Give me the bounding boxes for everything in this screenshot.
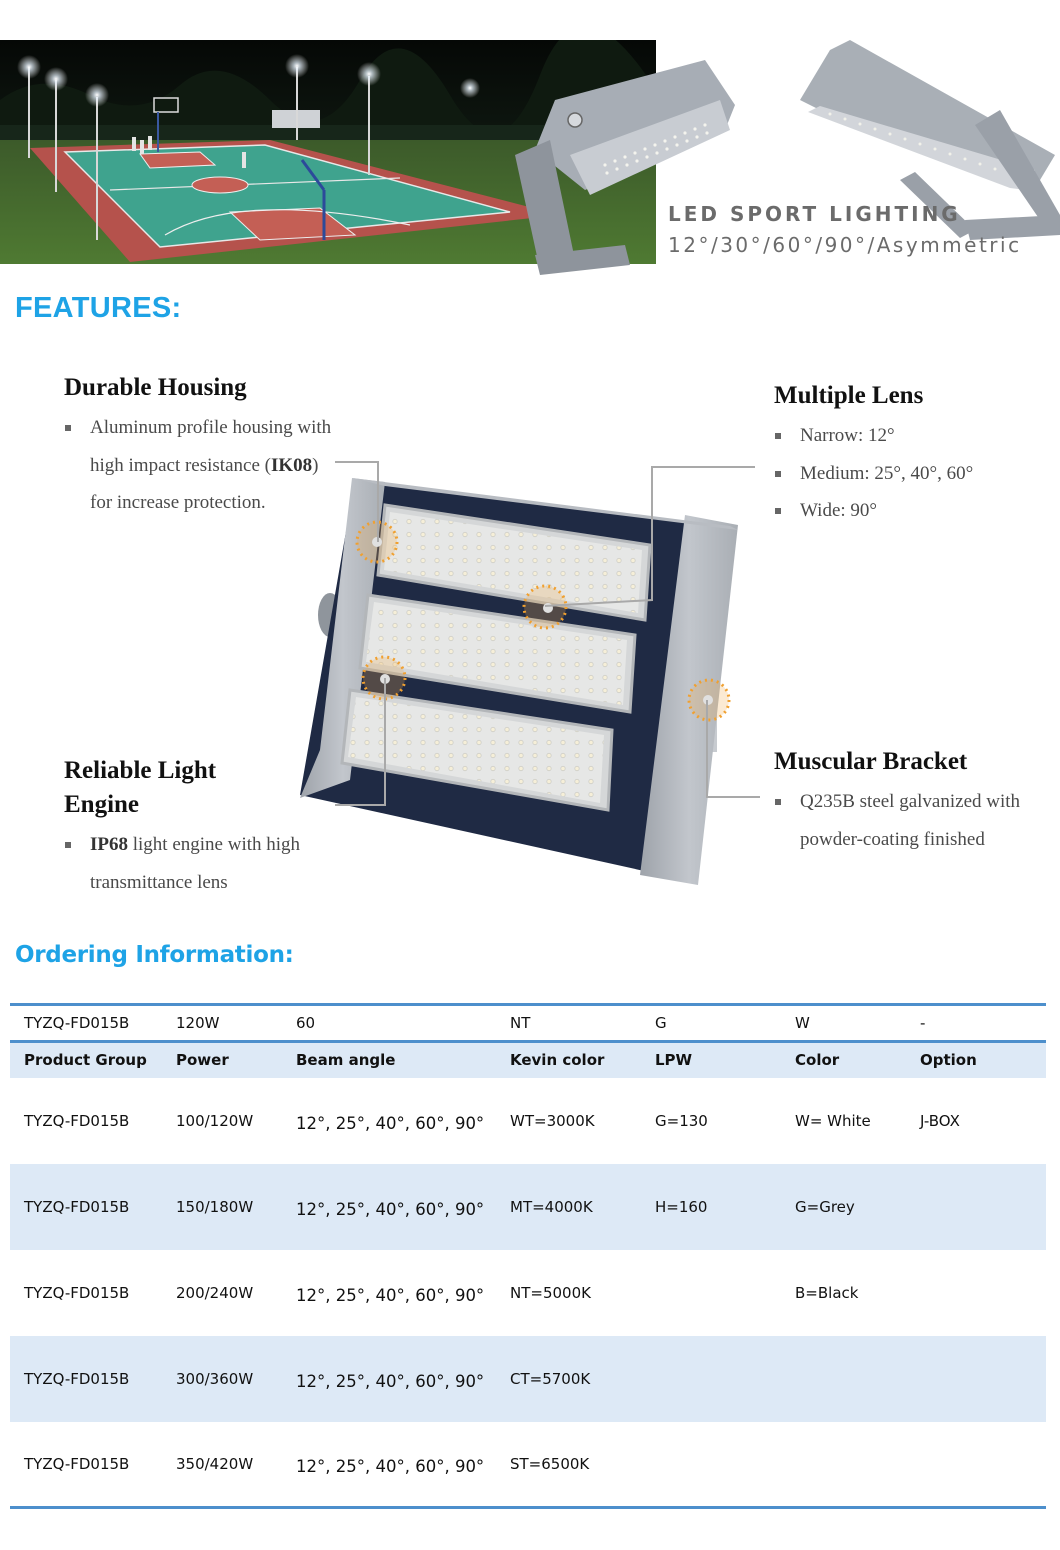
example-beam-angle: 60 (282, 1005, 496, 1042)
feature-title: Muscular Bracket (774, 748, 968, 775)
cell-lpw: H=160 (641, 1164, 781, 1250)
feature-bullet: IP68 light engine with high transmittance lens (64, 826, 344, 901)
banner-subtitle: 12°/30°/60°/90°/Asymmetric (668, 233, 1022, 257)
column-header: Beam angle (282, 1042, 496, 1078)
cell-color: W= White (795, 1111, 871, 1130)
cell-power: 150/180W (162, 1164, 282, 1250)
feature-bullet: Narrow: 12° (774, 417, 1054, 455)
cell-power: 300/360W (162, 1336, 282, 1422)
column-header: Option (906, 1042, 1046, 1078)
feature-bullet: Aluminum profile housing with high impact resistance (IK08) for increase protection. (64, 409, 344, 522)
column-header: Power (162, 1042, 282, 1078)
cell-color: G=Grey (781, 1164, 906, 1250)
feature-bullets (64, 826, 344, 901)
cell-product-group: TYZQ-FD015B (10, 1164, 162, 1250)
table-header-row (10, 1042, 1046, 1078)
cell-beam-angle: 12°, 25°, 40°, 60°, 90° (296, 1114, 485, 1133)
feature-bullet: Medium: 25°, 40°, 60° (774, 455, 1054, 493)
cell-kelvin: NT=5000K (510, 1283, 591, 1302)
cell-power: 100/120W (176, 1111, 254, 1130)
feature-title: Multiple Lens (774, 382, 924, 409)
cell-beam-angle: 12°, 25°, 40°, 60°, 90° (282, 1336, 496, 1422)
cell-lpw: G=130 (655, 1111, 708, 1130)
table-row (10, 1336, 1046, 1422)
cell-color (781, 1422, 906, 1508)
square-bullet-icon (775, 433, 781, 439)
square-bullet-icon (775, 799, 781, 805)
cell-kelvin: CT=5700K (496, 1336, 641, 1422)
banner-title: LED SPORT LIGHTING (668, 202, 961, 226)
feature-bullets (64, 409, 344, 522)
cell-kelvin: ST=6500K (496, 1422, 641, 1508)
example-kelvin: NT (496, 1005, 641, 1042)
example-power: 120W (162, 1005, 282, 1042)
feature-title: Reliable Light Engine (64, 757, 217, 818)
features-heading: FEATURES: (15, 292, 182, 324)
rating-ik08: IK08 (270, 454, 313, 476)
square-bullet-icon (65, 425, 71, 431)
rating-ip68: IP68 (90, 834, 128, 855)
hero-banner (0, 40, 1060, 264)
feature-bullets (774, 417, 1054, 530)
ordering-table (10, 1003, 1046, 1509)
cell-product-group: TYZQ-FD015B (24, 1111, 130, 1130)
cell-power: 350/420W (162, 1422, 282, 1508)
example-code-row (10, 1005, 1046, 1042)
cell-option (906, 1336, 1046, 1422)
feature-multiple-lens (774, 379, 1054, 530)
cell-option (906, 1164, 1046, 1250)
column-header: Kevin color (496, 1042, 641, 1078)
cell-kelvin: MT=4000K (496, 1164, 641, 1250)
cell-option: J-BOX (920, 1111, 960, 1130)
column-header: Color (781, 1042, 906, 1078)
example-lpw: G (641, 1005, 781, 1042)
table-row (10, 1250, 1046, 1336)
table-row (10, 1422, 1046, 1508)
feature-bullet: Wide: 90° (774, 492, 1054, 530)
column-header: Product Group (10, 1042, 162, 1078)
square-bullet-icon (65, 842, 71, 848)
table-row (10, 1078, 1046, 1164)
cell-color: B=Black (795, 1283, 859, 1302)
cell-beam-angle: 12°, 25°, 40°, 60°, 90° (282, 1164, 496, 1250)
square-bullet-icon (775, 508, 781, 514)
cell-beam-angle: 12°, 25°, 40°, 60°, 90° (296, 1286, 485, 1305)
example-product-group: TYZQ-FD015B (10, 1005, 162, 1042)
cell-product-group: TYZQ-FD015B (10, 1422, 162, 1508)
cell-lpw (641, 1422, 781, 1508)
cell-option (906, 1422, 1046, 1508)
cell-product-group: TYZQ-FD015B (24, 1283, 130, 1302)
feature-durable-housing (64, 371, 344, 522)
ordering-heading: Ordering Information: (15, 942, 294, 968)
cell-beam-angle: 12°, 25°, 40°, 60°, 90° (282, 1422, 496, 1508)
feature-title: Durable Housing (64, 374, 247, 401)
cell-option (906, 1250, 1046, 1336)
column-header: LPW (641, 1042, 781, 1078)
cell-power: 200/240W (176, 1283, 254, 1302)
cell-kelvin: WT=3000K (510, 1111, 595, 1130)
example-option: - (906, 1005, 1046, 1042)
feature-muscular-bracket (774, 745, 1060, 858)
floodlight-product-image (290, 450, 760, 900)
table-row (10, 1164, 1046, 1250)
square-bullet-icon (775, 471, 781, 477)
cell-lpw (641, 1250, 781, 1336)
cell-color (781, 1336, 906, 1422)
cell-lpw (641, 1336, 781, 1422)
feature-bullet: Q235B steel galvanized with powder-coating finished (774, 783, 1060, 858)
cell-product-group: TYZQ-FD015B (10, 1336, 162, 1422)
feature-reliable-light-engine (64, 754, 344, 901)
feature-bullets (774, 783, 1060, 858)
example-color: W (781, 1005, 906, 1042)
